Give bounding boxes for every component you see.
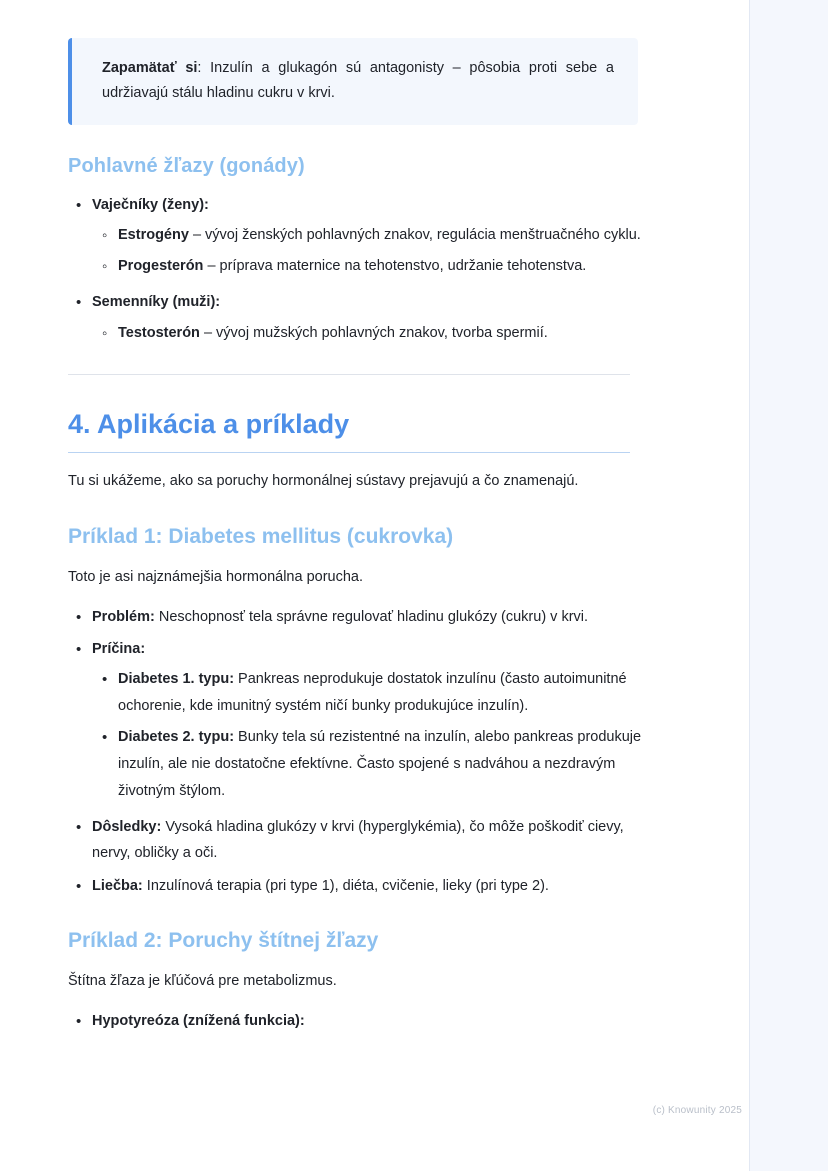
list-item bbox=[92, 636, 660, 804]
list-item-label: Príčina: bbox=[92, 641, 146, 658]
heading-example-1: Príklad 1: Diabetes mellitus (cukrovka) bbox=[68, 524, 454, 548]
gonads-sublist bbox=[92, 320, 660, 347]
list-item-label: Diabetes 1. typu: bbox=[118, 671, 235, 688]
heading-example-2: Príklad 2: Poruchy štítnej žľazy bbox=[68, 928, 379, 952]
list-item-label: Testosterón bbox=[118, 324, 200, 341]
list-item-label: Vaječníky (ženy): bbox=[92, 196, 209, 213]
example-2-list bbox=[68, 1008, 660, 1034]
list-item bbox=[118, 253, 660, 280]
gonads-list bbox=[68, 192, 660, 347]
list-item-label: Estrogény bbox=[118, 226, 189, 243]
callout-label: Zapamätať si bbox=[102, 60, 198, 76]
remember-callout bbox=[68, 38, 638, 125]
example-1-intro: Toto je asi najznámejšia hormonálna porucha. bbox=[68, 568, 364, 585]
heading-gonads: Pohlavné žľazy (gonády) bbox=[68, 154, 305, 177]
list-item bbox=[118, 724, 660, 804]
document-content bbox=[68, 0, 660, 1040]
list-item-label: Dôsledky: bbox=[92, 819, 162, 836]
list-item-text: – vývoj mužských pohlavných znakov, tvorba spermií. bbox=[199, 324, 548, 341]
list-item-text: Pankreas neprodukuje dostatok inzulínu (často autoimunitné ochorenie, kde imunitný systém ničí bunky produkujúce inzulín). bbox=[118, 671, 627, 715]
callout-text bbox=[102, 56, 614, 107]
gonads-sublist bbox=[92, 222, 660, 280]
example-1-sublist bbox=[92, 666, 660, 804]
watermark: (c) Knowunity 2025 bbox=[652, 1105, 742, 1116]
list-item-label: Hypotyreóza (znížená funkcia): bbox=[92, 1013, 305, 1030]
list-item bbox=[92, 289, 660, 346]
list-item bbox=[118, 666, 660, 720]
list-item-text: Neschopnosť tela správne regulovať hladinu glukózy (cukru) v krvi. bbox=[154, 609, 589, 626]
list-item bbox=[92, 814, 660, 866]
list-item-text: – príprava maternice na tehotenstvo, udržanie tehotenstva. bbox=[203, 257, 587, 274]
list-item-label: Liečba: bbox=[92, 877, 143, 894]
list-item bbox=[92, 192, 660, 280]
list-item-text: Inzulínová terapia (pri type 1), diéta, cvičenie, lieky (pri type 2). bbox=[142, 877, 549, 894]
heading-section-4: 4. Aplikácia a príklady bbox=[68, 409, 630, 453]
list-item bbox=[118, 320, 660, 347]
section-divider bbox=[68, 374, 630, 375]
list-item-text: Bunky tela sú rezistentné na inzulín, alebo pankreas produkuje inzulín, ale nie dostatočne efektívne. Často spojené s nadváhou a nezdravým životným štýlom. bbox=[118, 728, 642, 799]
example-2-intro: Štítna žľaza je kľúčová pre metabolizmus. bbox=[68, 972, 337, 989]
list-item bbox=[118, 222, 660, 249]
list-item bbox=[92, 873, 660, 899]
callout-body: : Inzulín a glukagón sú antagonisty – pôsobia proti sebe a udržiavajú stálu hladinu cukru v krvi. bbox=[102, 60, 614, 102]
list-item-label: Progesterón bbox=[118, 257, 204, 274]
right-sidebar-rail bbox=[749, 0, 828, 1171]
list-item-text: Vysoká hladina glukózy v krvi (hyperglykémia), čo môže poškodiť cievy, nervy, obličky a oči. bbox=[92, 819, 624, 862]
list-item bbox=[92, 1008, 660, 1034]
list-item-label: Problém: bbox=[92, 609, 155, 626]
example-1-list bbox=[68, 604, 660, 899]
list-item bbox=[92, 604, 660, 630]
list-item-label: Semenníky (muži): bbox=[92, 294, 221, 311]
list-item-label: Diabetes 2. typu: bbox=[118, 728, 235, 745]
list-item-text: – vývoj ženských pohlavných znakov, regulácia menštruačného cyklu. bbox=[188, 226, 641, 243]
section-4-intro: Tu si ukážeme, ako sa poruchy hormonálnej sústavy prejavujú a čo znamenajú. bbox=[68, 473, 579, 490]
